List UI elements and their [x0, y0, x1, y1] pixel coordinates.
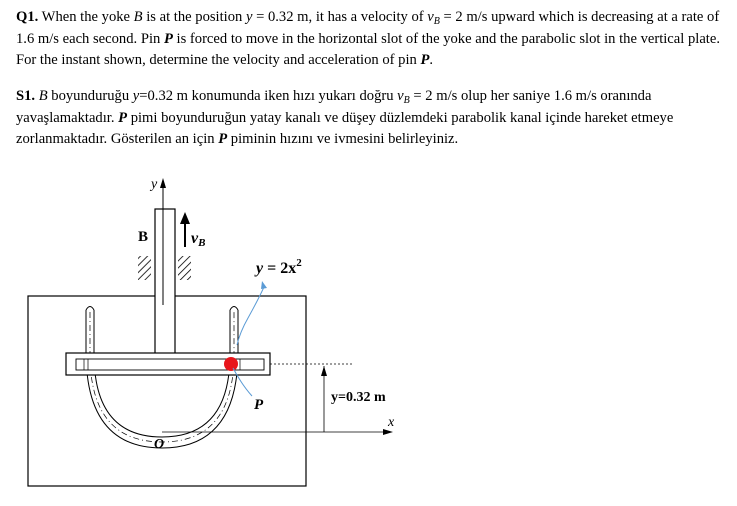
- pin-label: P: [254, 397, 264, 413]
- question-label-tr: S1.: [16, 88, 36, 104]
- origin-label: O: [154, 437, 165, 452]
- velocity-arrowhead: [180, 212, 190, 224]
- question-english: Q1. When the yoke B is at the position y = 0.32 m, it has a velocity of $v_B = 2$ m/s upward which is decreasing at a rate of 1.6 m/s each second. Pin P is forced to move in the horizontal slot of the yoke and the parabolic slot in the vertical plate. For the instant shown, determine the velocity and acceleration of pin P.: [16, 9, 720, 68]
- yoke-slot-bar: [66, 353, 270, 375]
- question-turkish: S1. B boyunduruğu y=0.32 m konumunda iken hızı yukarı doğru $v_B = 2$ m/s olup her saniye 1.6 m/s oranında yavaşlamaktadır. P pimi boyunduruğun yatay kanalı ve düşey düzlemdeki parabolik kanal içinde hareket etmeye zorlanmaktadır. Gösterilen an için P piminin hızını ve ivmesini belirleyiniz.: [16, 88, 674, 147]
- y-axis-arrow: [160, 178, 166, 188]
- guide-hatch-left: [138, 256, 151, 280]
- question-label: Q1.: [16, 9, 39, 25]
- yoke-label: B: [138, 229, 149, 245]
- y-axis-label: y: [151, 177, 158, 192]
- parabola-equation: $y = 2x^2$: [256, 257, 302, 277]
- velocity-label: vB: [191, 230, 206, 249]
- yoke-rod: [155, 209, 175, 354]
- pin-p: [224, 357, 238, 371]
- x-axis-label: x: [388, 415, 395, 430]
- dimension-arrow: [321, 366, 327, 376]
- position-label: y=0.32 m: [331, 390, 386, 405]
- guide-hatch-right: [178, 256, 191, 280]
